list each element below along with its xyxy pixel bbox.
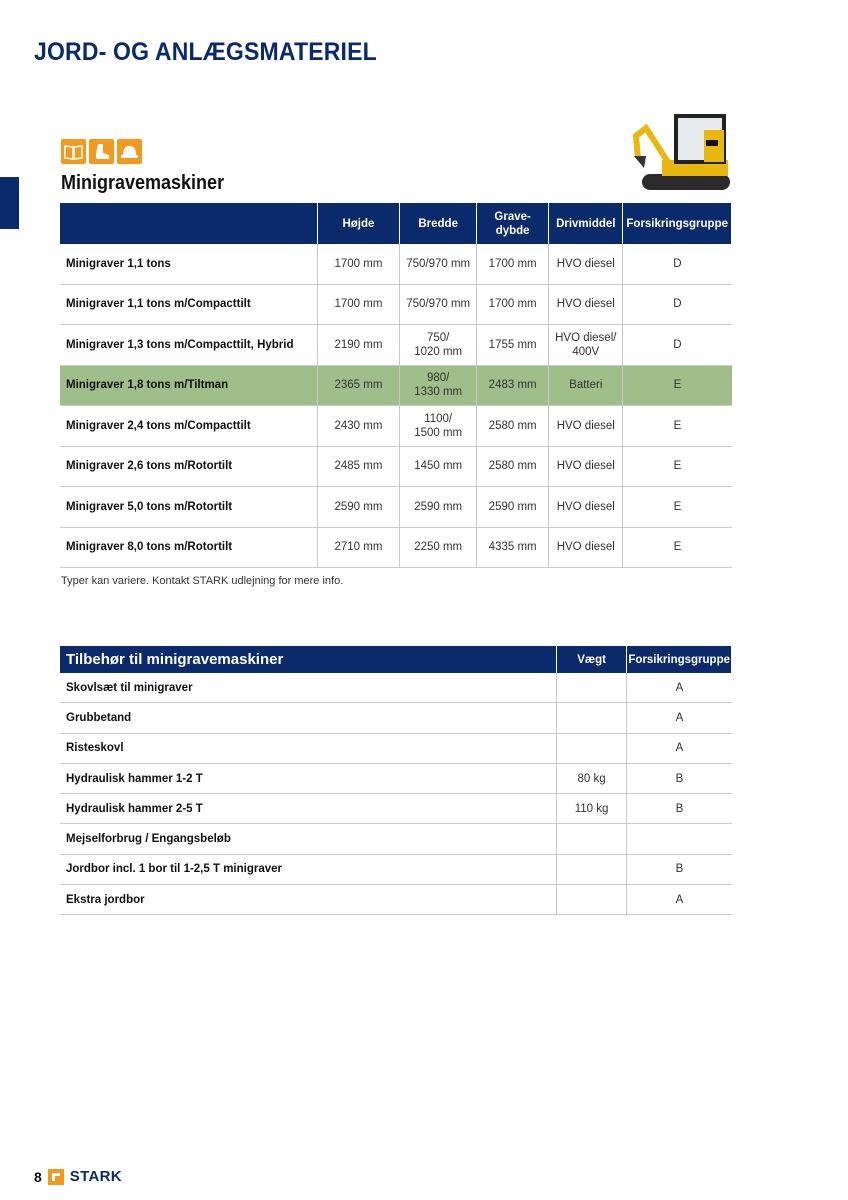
table-cell: B <box>627 854 732 884</box>
accessories-title: Tilbehør til minigravemaskiner <box>60 646 556 673</box>
table-cell <box>556 885 627 915</box>
page-number: 8 <box>34 1168 42 1185</box>
accessory-name: Risteskovl <box>60 733 556 763</box>
table-cell: HVO diesel/ 400V <box>549 325 623 366</box>
page-footer <box>34 1168 122 1185</box>
table-cell <box>556 824 627 854</box>
table-cell: 750/970 mm <box>400 244 477 284</box>
footnote: Typer kan variere. Kontakt STARK udlejning for mere info. <box>61 575 344 587</box>
table-row <box>60 824 732 854</box>
table-cell <box>556 673 627 703</box>
table-cell: E <box>623 527 732 568</box>
table-row <box>60 703 732 733</box>
accessory-name: Jordbor incl. 1 bor til 1-2,5 T minigraver <box>60 854 556 884</box>
table-cell: E <box>623 365 732 406</box>
machine-name: Minigraver 1,3 tons m/Compacttilt, Hybrid <box>60 325 317 366</box>
stark-logo-icon <box>48 1169 64 1185</box>
table-row <box>60 446 732 487</box>
table-cell: 750/970 mm <box>400 284 477 325</box>
table-cell: D <box>623 284 732 325</box>
table-cell: HVO diesel <box>549 244 623 284</box>
table-cell: 4335 mm <box>477 527 549 568</box>
table-row <box>60 406 732 447</box>
side-tab-marker <box>0 177 19 229</box>
machine-name: Minigraver 2,4 tons m/Compacttilt <box>60 406 317 447</box>
section-title: Minigravemaskiner <box>61 172 225 194</box>
table-cell: 1700 mm <box>317 244 400 284</box>
table-cell: HVO diesel <box>549 406 623 447</box>
table-cell: 2483 mm <box>477 365 549 406</box>
table-cell: A <box>627 885 732 915</box>
machine-name: Minigraver 1,8 tons m/Tiltman <box>60 365 317 406</box>
table-cell: HVO diesel <box>549 284 623 325</box>
header-blank <box>60 203 317 244</box>
accessory-name: Skovlsæt til minigraver <box>60 673 556 703</box>
table-cell: 1450 mm <box>400 446 477 487</box>
table-row <box>60 527 732 568</box>
table-cell <box>556 733 627 763</box>
machine-name: Minigraver 8,0 tons m/Rotortilt <box>60 527 317 568</box>
accessory-name: Ekstra jordbor <box>60 885 556 915</box>
table-row <box>60 794 732 824</box>
machines-table <box>60 203 732 568</box>
table-cell: 2190 mm <box>317 325 400 366</box>
table-row <box>60 365 732 406</box>
accessory-name: Hydraulisk hammer 1-2 T <box>60 763 556 793</box>
table-cell: E <box>623 446 732 487</box>
table-cell: 1700 mm <box>317 284 400 325</box>
table-cell: HVO diesel <box>549 446 623 487</box>
table-cell: 2590 mm <box>400 487 477 528</box>
page-title: JORD- OG ANLÆGSMATERIEL <box>34 38 377 66</box>
table-cell: 80 kg <box>556 763 627 793</box>
table-cell <box>556 703 627 733</box>
manual-book-icon <box>61 139 86 164</box>
machine-name: Minigraver 1,1 tons <box>60 244 317 284</box>
table-cell: 1700 mm <box>477 244 549 284</box>
table-cell: E <box>623 487 732 528</box>
table-cell: B <box>627 763 732 793</box>
machine-name: Minigraver 2,6 tons m/Rotortilt <box>60 446 317 487</box>
table-cell <box>627 824 732 854</box>
table-cell: A <box>627 733 732 763</box>
table-cell: 2485 mm <box>317 446 400 487</box>
table-cell: 1100/ 1500 mm <box>400 406 477 447</box>
column-header: Højde <box>317 203 400 244</box>
table-cell: D <box>623 325 732 366</box>
table-cell: 980/ 1330 mm <box>400 365 477 406</box>
column-header: Forsikringsgruppe <box>623 203 732 244</box>
table-cell: 2580 mm <box>477 406 549 447</box>
table-cell: 1700 mm <box>477 284 549 325</box>
table-cell: D <box>623 244 732 284</box>
column-header: Grave- dybde <box>477 203 549 244</box>
table-row <box>60 733 732 763</box>
accessory-name: Grubbetand <box>60 703 556 733</box>
column-header: Bredde <box>400 203 477 244</box>
table-cell: 2590 mm <box>317 487 400 528</box>
table-cell: 2365 mm <box>317 365 400 406</box>
table-row <box>60 673 732 703</box>
brand-logo-text: STARK <box>69 1168 122 1185</box>
table-cell: 2430 mm <box>317 406 400 447</box>
table-row <box>60 284 732 325</box>
table-cell: HVO diesel <box>549 527 623 568</box>
table-cell: 750/ 1020 mm <box>400 325 477 366</box>
table-cell: 1755 mm <box>477 325 549 366</box>
table-cell: B <box>627 794 732 824</box>
column-header: Vægt <box>556 646 627 673</box>
column-header: Drivmiddel <box>549 203 623 244</box>
accessory-name: Mejselforbrug / Engangsbeløb <box>60 824 556 854</box>
boot-icon <box>89 139 114 164</box>
column-header: Forsikringsgruppe <box>627 646 732 673</box>
machine-name: Minigraver 1,1 tons m/Compacttilt <box>60 284 317 325</box>
table-cell: Batteri <box>549 365 623 406</box>
table-cell: 2580 mm <box>477 446 549 487</box>
mini-excavator-image <box>632 108 736 196</box>
accessory-name: Hydraulisk hammer 2-5 T <box>60 794 556 824</box>
table-cell: HVO diesel <box>549 487 623 528</box>
table-cell: 2590 mm <box>477 487 549 528</box>
table-row <box>60 325 732 366</box>
table-row <box>60 854 732 884</box>
accessories-table <box>60 646 732 915</box>
table-row <box>60 763 732 793</box>
table-row <box>60 885 732 915</box>
table-row <box>60 487 732 528</box>
table-cell <box>556 854 627 884</box>
table-cell: 110 kg <box>556 794 627 824</box>
table-cell: 2250 mm <box>400 527 477 568</box>
table-cell: E <box>623 406 732 447</box>
safety-icons <box>61 139 142 164</box>
table-cell: A <box>627 673 732 703</box>
table-cell: A <box>627 703 732 733</box>
machine-name: Minigraver 5,0 tons m/Rotortilt <box>60 487 317 528</box>
helmet-icon <box>117 139 142 164</box>
table-cell: 2710 mm <box>317 527 400 568</box>
table-row <box>60 244 732 284</box>
